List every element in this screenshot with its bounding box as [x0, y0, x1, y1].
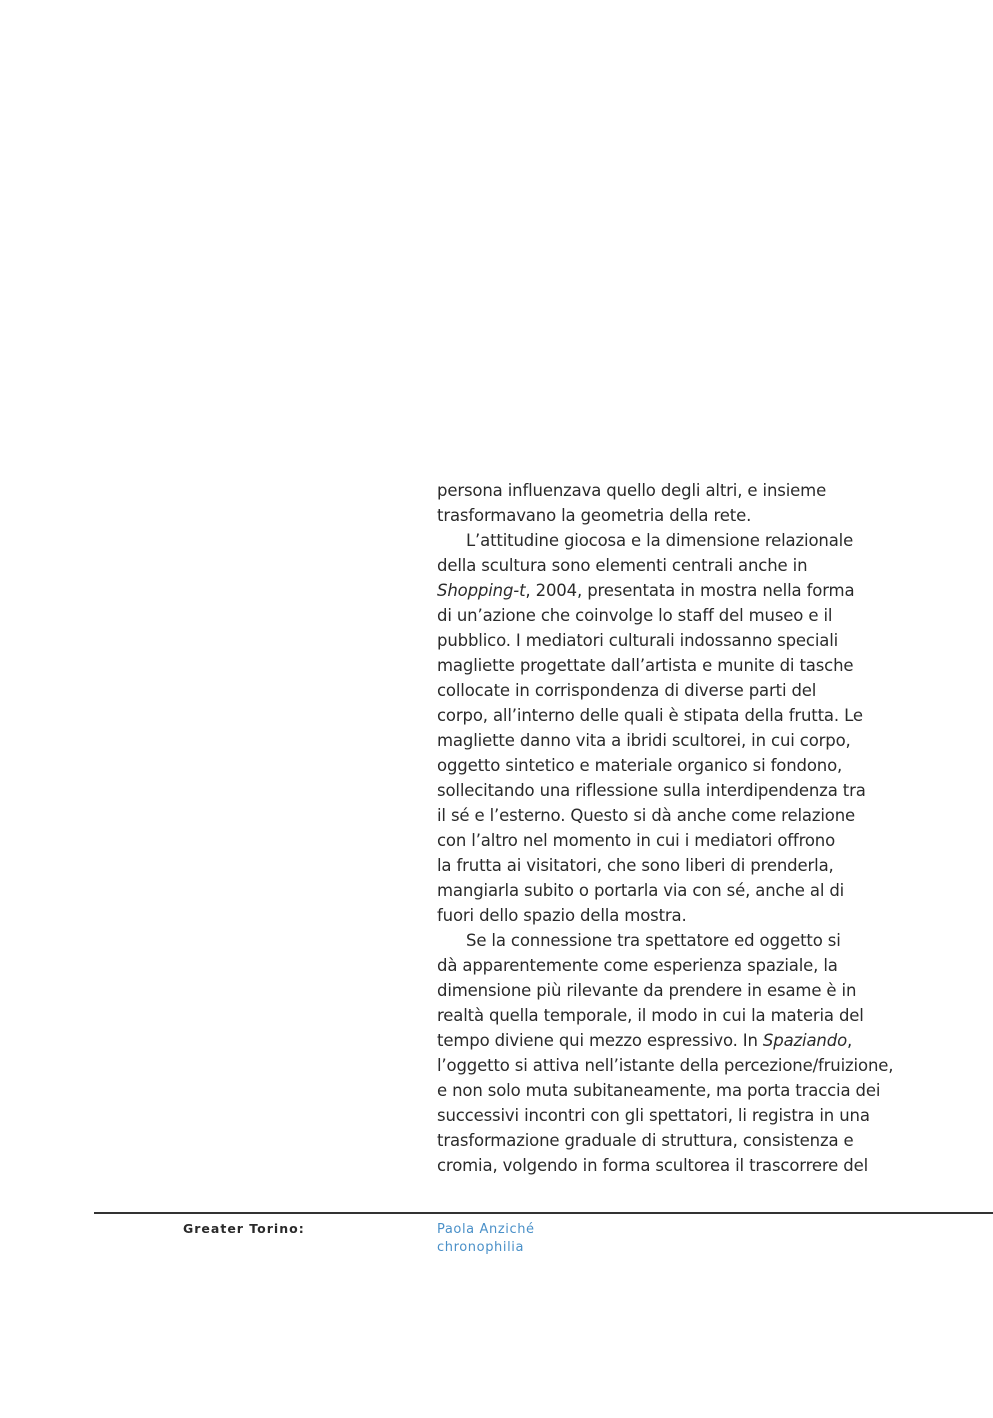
text-line: sollecitando una riflessione sulla interdipendenza tra [437, 781, 866, 800]
text-line: fuori dello spazio della mostra. [437, 906, 687, 925]
text-line: dimensione più rilevante da prendere in esame è in [437, 981, 857, 1000]
text-line: magliette danno vita a ibridi scultorei, in cui corpo, [437, 731, 851, 750]
text-line [437, 1028, 907, 1053]
text-line: la frutta ai visitatori, che sono liberi di prenderla, [437, 856, 834, 875]
text-span: tempo diviene qui mezzo espressivo. In [437, 1031, 763, 1050]
paragraph-start-line: L’attitudine giocosa e la dimensione relazionale [466, 531, 854, 550]
artwork-title-shopping-t: Shopping-t [437, 581, 526, 600]
paragraph-start-line: Se la connessione tra spettatore ed oggetto si [466, 931, 841, 950]
text-line: mangiarla subito o portarla via con sé, anche al di [437, 881, 845, 900]
text-line: trasformavano la geometria della rete. [437, 506, 752, 525]
text-line: l’oggetto si attiva nell’istante della percezione/fruizione, [437, 1056, 894, 1075]
text-line: e non solo muta subitaneamente, ma porta traccia dei [437, 1081, 881, 1100]
text-line: trasformazione graduale di struttura, consistenza e [437, 1131, 854, 1150]
text-line: dà apparentemente come esperienza spaziale, la [437, 956, 838, 975]
text-line: con l’altro nel momento in cui i mediatori offrono [437, 831, 836, 850]
footer-section-label: Greater Torino: [183, 1221, 305, 1236]
text-span: , [847, 1031, 853, 1050]
text-line: successivi incontri con gli spettatori, li registra in una [437, 1106, 870, 1125]
footer-artist-name: Paola Anziché [437, 1222, 535, 1237]
text-line: della scultura sono elementi centrali anche in [437, 556, 808, 575]
text-span: , 2004, presentata in mostra nella forma [525, 581, 855, 600]
text-line: cromia, volgendo in forma scultorea il trascorrere del [437, 1156, 869, 1175]
text-line: pubblico. I mediatori culturali indossanno speciali [437, 631, 839, 650]
footer-work-title: chronophilia [437, 1240, 525, 1255]
body-text [437, 478, 907, 1178]
text-line: oggetto sintetico e materiale organico si fondono, [437, 756, 843, 775]
text-line: corpo, all’interno delle quali è stipata della frutta. Le [437, 706, 863, 725]
text-line: realtà quella temporale, il modo in cui la materia del [437, 1006, 864, 1025]
text-line [437, 578, 907, 603]
artwork-title-spaziando: Spaziando [762, 1031, 848, 1050]
text-line: magliette progettate dall’artista e munite di tasche [437, 656, 854, 675]
footer-credit [437, 1221, 535, 1257]
text-line: persona influenzava quello degli altri, e insieme [437, 481, 827, 500]
text-line: di un’azione che coinvolge lo staff del museo e il [437, 606, 833, 625]
text-line: il sé e l’esterno. Questo si dà anche come relazione [437, 806, 856, 825]
footer-divider [94, 1212, 993, 1214]
text-line: collocate in corrispondenza di diverse parti del [437, 681, 817, 700]
